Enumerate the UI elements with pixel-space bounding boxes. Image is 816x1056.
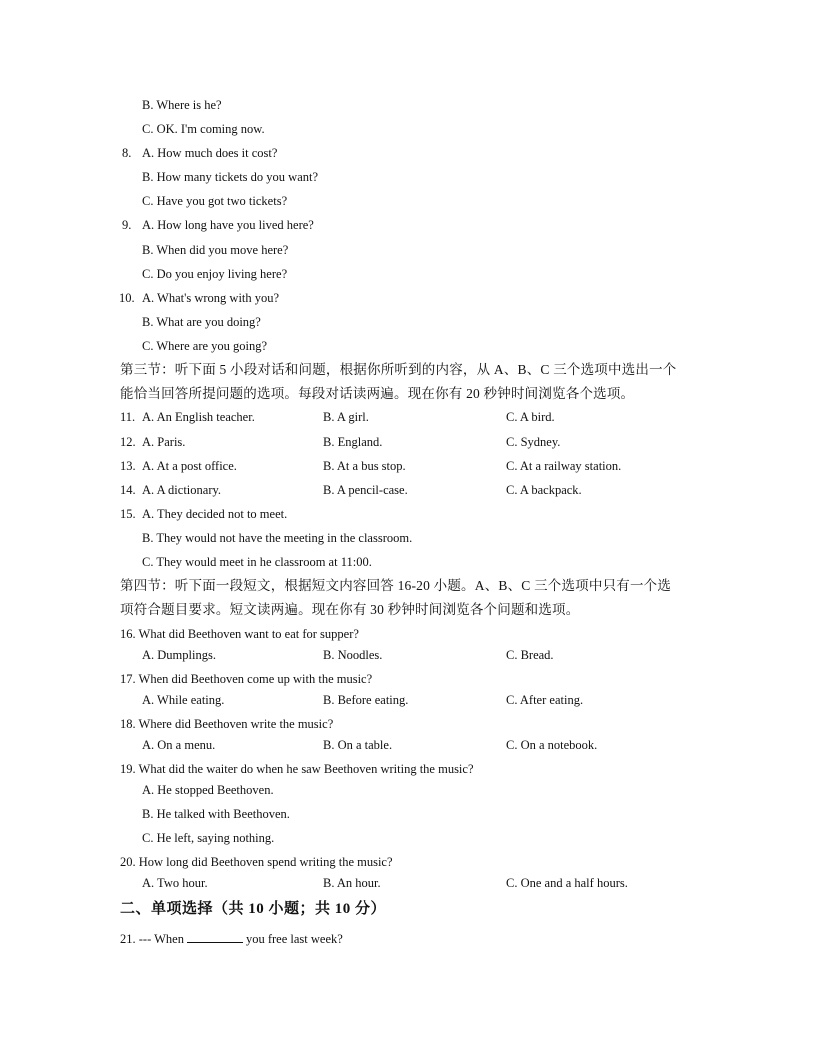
q17-option-b: B. Before eating. [323, 693, 409, 707]
q10-option-b: B. What are you doing? [142, 315, 261, 329]
q10-option-a: A. What's wrong with you? [142, 291, 280, 305]
q18-option-a: A. On a menu. [142, 738, 216, 752]
q13-option-b: B. At a bus stop. [323, 459, 406, 473]
q16-option-c: C. Bread. [506, 648, 554, 662]
q10-option-c: C. Where are you going? [142, 339, 268, 353]
q8-option-a: A. How much does it cost? [142, 146, 278, 160]
q8-option-c: C. Have you got two tickets? [142, 194, 288, 208]
q12-number: 12. [120, 435, 136, 449]
q9-number: 9. [122, 218, 132, 232]
q21-answer-blank [187, 931, 243, 943]
q17-stem: 17. When did Beethoven come up with the music? [120, 672, 373, 686]
q15-option-a: A. They decided not to meet. [142, 507, 288, 521]
q15-option-b: B. They would not have the meeting in the classroom. [142, 531, 413, 545]
section3-instruction-line2: 能恰当回答所提问题的选项。每段对话读两遍。现在你有 20 秒钟时间浏览各个选项。 [120, 386, 635, 401]
q19-option-a: A. He stopped Beethoven. [142, 783, 274, 797]
q9-option-c: C. Do you enjoy living here? [142, 267, 288, 281]
q9-option-a: A. How long have you lived here? [142, 218, 314, 232]
q14-number: 14. [120, 483, 136, 497]
q21-stem [120, 931, 343, 947]
q14-option-b: B. A pencil-case. [323, 483, 408, 497]
part2-heading: 二、单项选择（共 10 小题；共 10 分） [120, 901, 387, 917]
q18-option-b: B. On a table. [323, 738, 393, 752]
q19-stem: 19. What did the waiter do when he saw Beethoven writing the music? [120, 762, 474, 776]
q18-stem: 18. Where did Beethoven write the music? [120, 717, 334, 731]
q12-option-c: C. Sydney. [506, 435, 561, 449]
q15-option-c: C. They would meet in he classroom at 11:00. [142, 555, 372, 569]
q15-number: 15. [120, 507, 136, 521]
q16-option-b: B. Noodles. [323, 648, 383, 662]
q13-option-c: C. At a railway station. [506, 459, 622, 473]
q18-option-c: C. On a notebook. [506, 738, 598, 752]
q11-option-b: B. A girl. [323, 410, 369, 424]
q14-option-c: C. A backpack. [506, 483, 582, 497]
q11-number: 11. [120, 410, 136, 424]
q17-option-a: A. While eating. [142, 693, 225, 707]
q12-option-a: A. Paris. [142, 435, 186, 449]
q11-option-a: A. An English teacher. [142, 410, 255, 424]
q13-number: 13. [120, 459, 136, 473]
section3-instruction-line1: 第三节：听下面 5 小段对话和问题，根据你所听到的内容，从 A、B、C 三个选项中选出一个 [120, 362, 677, 377]
q16-stem: 16. What did Beethoven want to eat for supper? [120, 627, 359, 641]
q20-option-c: C. One and a half hours. [506, 876, 628, 890]
q17-option-c: C. After eating. [506, 693, 584, 707]
q12-option-b: B. England. [323, 435, 383, 449]
q13-option-a: A. At a post office. [142, 459, 237, 473]
q8-number: 8. [122, 146, 132, 160]
section4-instruction-line2: 项符合题目要求。短文读两遍。现在你有 30 秒钟时间浏览各个问题和选项。 [120, 602, 580, 617]
q19-option-b: B. He talked with Beethoven. [142, 807, 290, 821]
q8-option-b: B. How many tickets do you want? [142, 170, 319, 184]
q19-option-c: C. He left, saying nothing. [142, 831, 275, 845]
q14-option-a: A. A dictionary. [142, 483, 222, 497]
section4-instruction-line1: 第四节：听下面一段短文，根据短文内容回答 16-20 小题。A、B、C 三个选项中只有一个选 [120, 578, 672, 593]
q9-option-b: B. When did you move here? [142, 243, 289, 257]
q11-option-c: C. A bird. [506, 410, 555, 424]
q21-suffix: you free last week? [245, 932, 343, 946]
q7-option-c: C. OK. I'm coming now. [142, 122, 265, 136]
q20-option-a: A. Two hour. [142, 876, 208, 890]
q20-option-b: B. An hour. [323, 876, 381, 890]
q20-stem: 20. How long did Beethoven spend writing the music? [120, 855, 393, 869]
q7-option-b: B. Where is he? [142, 98, 222, 112]
q21-prefix: 21. --- When [120, 932, 184, 946]
q16-option-a: A. Dumplings. [142, 648, 216, 662]
q10-number: 10. [119, 291, 135, 305]
